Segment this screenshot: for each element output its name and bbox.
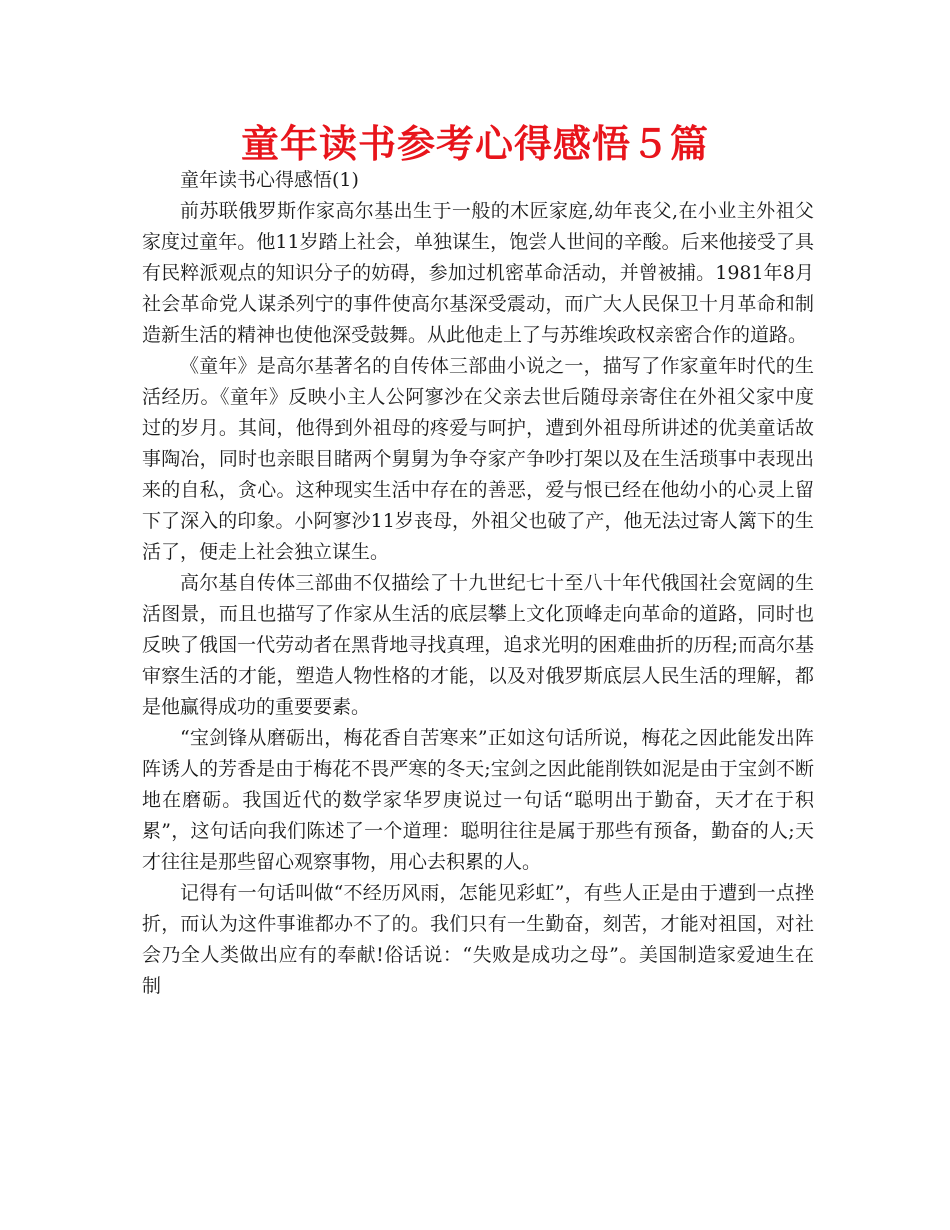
paragraph-4: “宝剑锋从磨砺出，梅花香自苦寒来”正如这句话所说，梅花之因此能发出阵阵诱人的芳香是由于梅花不畏严寒的冬天;宝剑之因此能削铁如泥是由于宝剑不断地在磨砺。我国近代的数学家华罗庚说过一句话“聪明出于勤奋，天才在于积累”，这句话向我们陈述了一个道理：聪明往往是属于那些有预备，勤奋的人;天才往往是那些留心观察事物，用心去积累的人。	[142, 727, 814, 873]
section-subtitle: 童年读书心得感悟(1)	[180, 169, 359, 191]
document-title: 童年读书参考心得感悟５篇	[240, 121, 709, 166]
paragraph-1: 前苏联俄罗斯作家高尔基出生于一般的木匠家庭,幼年丧父,在小业主外祖父家度过童年。他11岁踏上社会，单独谋生，饱尝人世间的辛酸。后来他接受了具有民粹派观点的知识分子的妨碍，参加过机密革命活动，并曾被捕。1981年8月社会革命党人谋杀列宁的事件使高尔基深受震动，而广大人民保卫十月革命和制造新生活的精神也使他深受鼓舞。从此他走上了与苏维埃政权亲密合作的道路。	[142, 200, 814, 346]
paragraph-3: 高尔基自传体三部曲不仅描绘了十九世纪七十至八十年代俄国社会宽阔的生活图景，而且也描写了作家从生活的底层攀上文化顶峰走向革命的道路，同时也反映了俄国一代劳动者在黑背地寻找真理，追求光明的困难曲折的历程;而高尔基审察生活的才能，塑造人物性格的才能，以及对俄罗斯底层人民生活的理解，都是他赢得成功的重要要素。	[142, 572, 814, 718]
paragraph-5: 记得有一句话叫做“不经历风雨，怎能见彩虹”，有些人正是由于遭到一点挫折，而认为这件事谁都办不了的。我们只有一生勤奋，刻苦，才能对祖国，对社会乃全人类做出应有的奉献!俗话说：“失败是成功之母”。美国制造家爱迪生在制	[142, 882, 814, 997]
paragraph-2: 《童年》是高尔基著名的自传体三部曲小说之一，描写了作家童年时代的生活经历。《童年》反映小主人公阿寥沙在父亲去世后随母亲寄住在外祖父家中度过的岁月。其间，他得到外祖母的疼爱与呵护，遭到外祖母所讲述的优美童话故事陶冶，同时也亲眼目睹两个舅舅为争夺家产争吵打架以及在生活琐事中表现出来的自私，贪心。这种现实生活中存在的善恶，爱与恨已经在他幼小的心灵上留下了深入的印象。小阿寥沙11岁丧母，外祖父也破了产，他无法过寄人篱下的生活了，便走上社会独立谋生。	[142, 355, 814, 563]
document-body	[142, 165, 814, 1002]
